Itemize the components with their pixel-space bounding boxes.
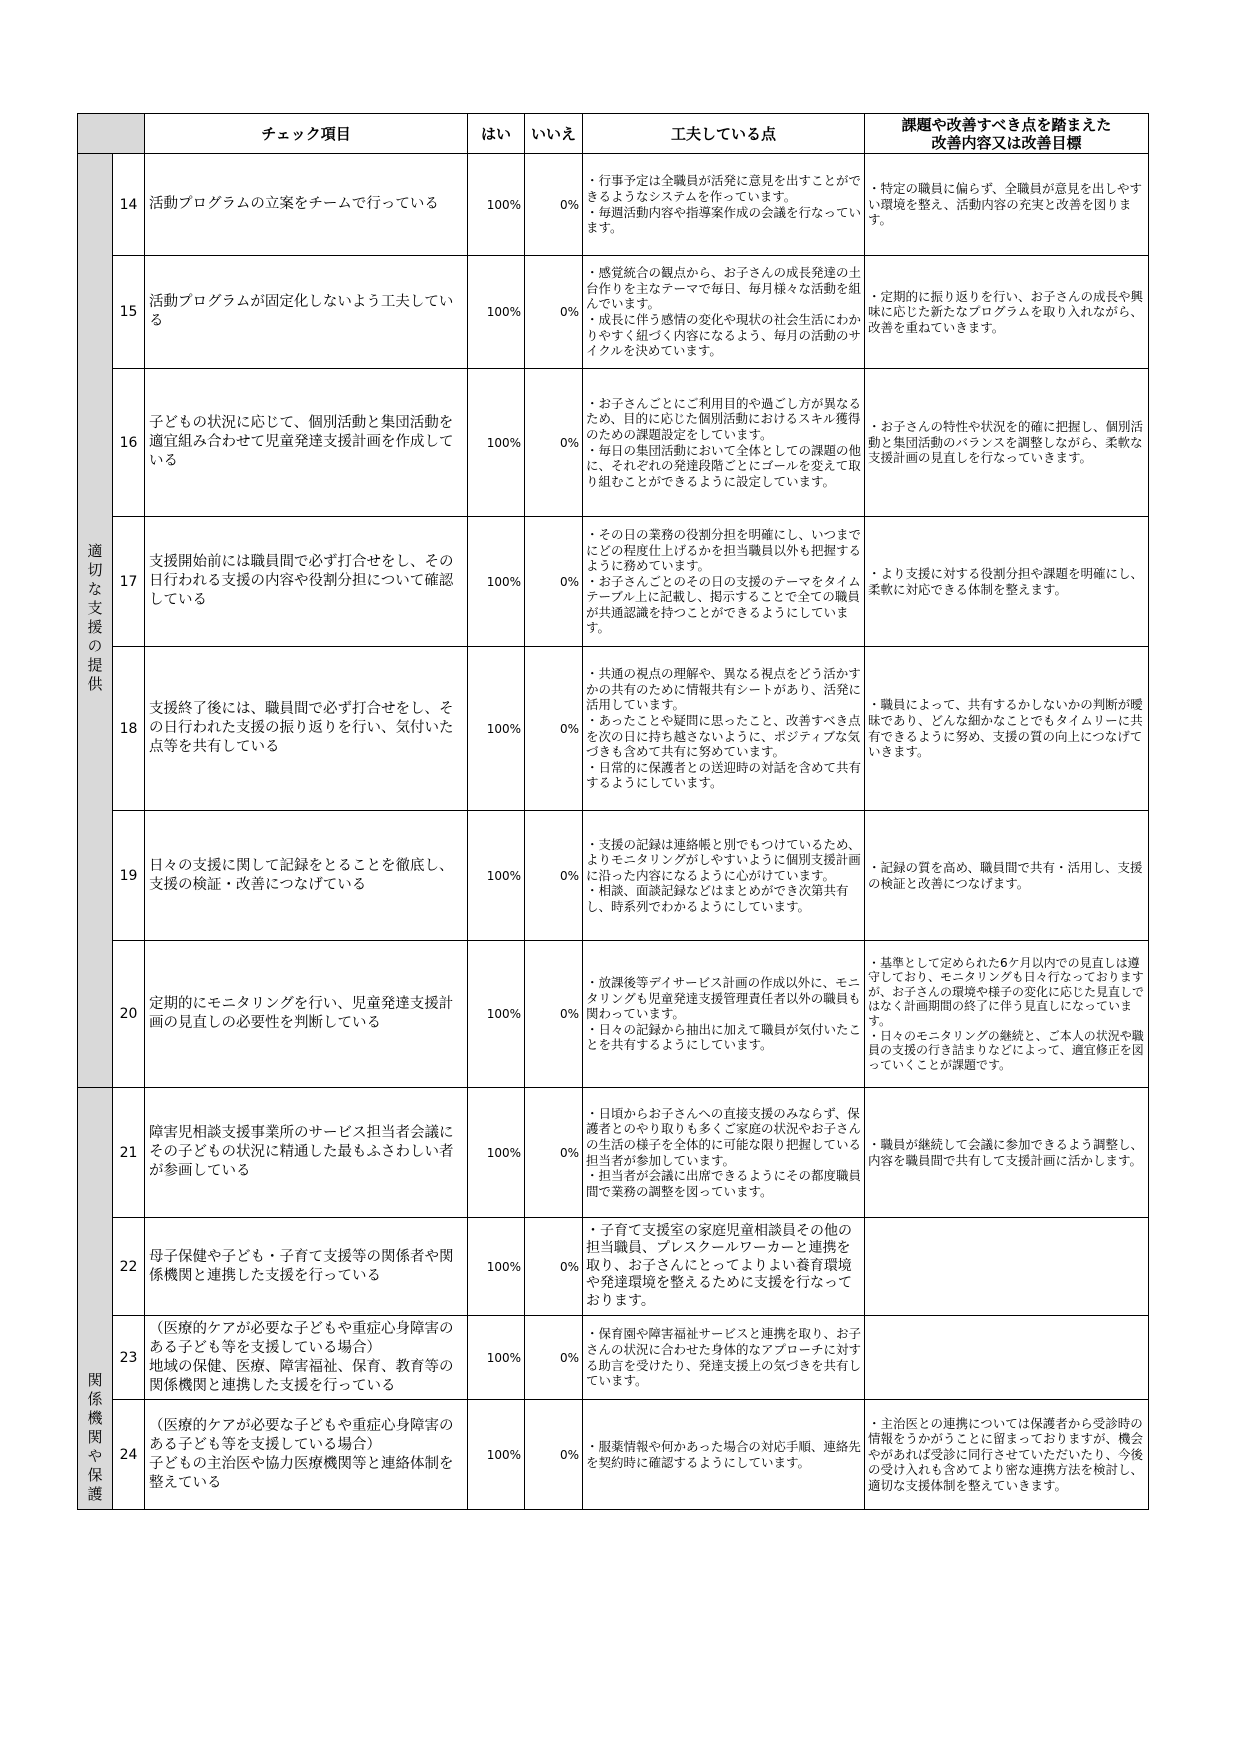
row-number: 20: [113, 941, 145, 1088]
no-percent: 0%: [525, 369, 583, 517]
table-row: [78, 256, 1149, 369]
yes-percent: 100%: [468, 369, 525, 517]
improvements-text: ・職員によって、共有するかしないかの判断が曖昧であり、どんな細かなことでもタイムリーに共有できるように努め、支援の質の向上につなげていきます。: [865, 647, 1149, 811]
table-row: [78, 369, 1149, 517]
table-row: [78, 1400, 1149, 1510]
table-row: [78, 517, 1149, 647]
improvements-text: ・主治医との連携については保護者から受診時の情報をうかがうことに留まっておりますが、機会やがあれば受診に同行させていただいたり、今後の受け入れも含めてより密な連携方法を検討し、適切な支援体制を整えていきます。: [865, 1400, 1149, 1510]
no-percent: 0%: [525, 941, 583, 1088]
no-percent: 0%: [525, 811, 583, 941]
row-number: 18: [113, 647, 145, 811]
category-label: 適切な支援の提供: [85, 542, 104, 695]
yes-percent: 100%: [468, 154, 525, 256]
improvements-text: ・特定の職員に偏らず、全職員が意見を出しやすい環境を整え、活動内容の充実と改善を図ります。: [865, 154, 1149, 256]
table-row: [78, 154, 1149, 256]
check-item: 活動プログラムの立案をチームで行っている: [145, 154, 468, 256]
improvements-text: ・職員が継続して会議に参加できるよう調整し、内容を職員間で共有して支援計画に活かします。: [865, 1088, 1149, 1218]
check-item: 支援開始前には職員間で必ず打合せをし、その日行われる支援の内容や役割分担について確認している: [145, 517, 468, 647]
header-yes: はい: [468, 114, 525, 154]
check-item: 定期的にモニタリングを行い、児童発達支援計画の見直しの必要性を判断している: [145, 941, 468, 1088]
no-percent: 0%: [525, 1088, 583, 1218]
row-number: 24: [113, 1400, 145, 1510]
yes-percent: 100%: [468, 1400, 525, 1510]
row-number: 21: [113, 1088, 145, 1218]
efforts-text: ・日頃からお子さんへの直接支援のみならず、保護者とのやり取りも多くご家庭の状況やお子さんの生活の様子を全体的に可能な限り把握している担当者が参加しています。 ・担当者が会議に出席できるようにその都度職員間で業務の調整を図っています。: [583, 1088, 865, 1218]
yes-percent: 100%: [468, 517, 525, 647]
check-item: 日々の支援に関して記録をとることを徹底し、支援の検証・改善につなげている: [145, 811, 468, 941]
improvements-text: [865, 1316, 1149, 1400]
improvements-text: ・定期的に振り返りを行い、お子さんの成長や興味に応じた新たなプログラムを取り入れながら、改善を重ねていきます。: [865, 256, 1149, 369]
header-row: [78, 114, 1149, 154]
yes-percent: 100%: [468, 941, 525, 1088]
efforts-text: ・行事予定は全職員が活発に意見を出すことができるようなシステムを作っています。 ・毎週活動内容や指導案作成の会議を行なっています。: [583, 154, 865, 256]
yes-percent: 100%: [468, 256, 525, 369]
header-corner: [78, 114, 145, 154]
yes-percent: 100%: [468, 1088, 525, 1218]
yes-percent: 100%: [468, 647, 525, 811]
no-percent: 0%: [525, 1400, 583, 1510]
row-number: 14: [113, 154, 145, 256]
efforts-text: ・保育園や障害福祉サービスと連携を取り、お子さんの状況に合わせた身体的なアプローチに対する助言を受けたり、発達支援上の気づきを共有しています。: [583, 1316, 865, 1400]
efforts-text: ・子育て支援室の家庭児童相談員その他の担当職員、プレスクールワーカーと連携を取り、お子さんにとってよりよい養育環境や発達環境を整えるために支援を行なっております。: [583, 1218, 865, 1316]
category-appropriate-support: [78, 154, 113, 1088]
category-related-orgs: [78, 1088, 113, 1510]
no-percent: 0%: [525, 256, 583, 369]
row-number: 17: [113, 517, 145, 647]
check-item: 子どもの状況に応じて、個別活動と集団活動を適宜組み合わせて児童発達支援計画を作成している: [145, 369, 468, 517]
table-row: [78, 1316, 1149, 1400]
table-row: [78, 1088, 1149, 1218]
check-item: 活動プログラムが固定化しないよう工夫している: [145, 256, 468, 369]
row-number: 15: [113, 256, 145, 369]
check-item: （医療的ケアが必要な子どもや重症心身障害のある子ども等を支援している場合） 地域の保健、医療、障害福祉、保育、教育等の関係機関と連携した支援を行っている: [145, 1316, 468, 1400]
no-percent: 0%: [525, 1316, 583, 1400]
category-label: 関係機関や保護: [85, 1372, 104, 1505]
row-number: 22: [113, 1218, 145, 1316]
yes-percent: 100%: [468, 811, 525, 941]
evaluation-sheet: [77, 113, 1149, 1510]
efforts-text: ・感覚統合の観点から、お子さんの成長発達の土台作りを主なテーマで毎日、毎月様々な活動を組んでいます。 ・成長に伴う感情の変化や現状の社会生活にわかりやすく紐づく内容になるよう、毎月の活動のサイクルを決めています。: [583, 256, 865, 369]
no-percent: 0%: [525, 154, 583, 256]
checklist-table: [77, 113, 1149, 1510]
check-item: 母子保健や子ども・子育て支援等の関係者や関係機関と連携した支援を行っている: [145, 1218, 468, 1316]
yes-percent: 100%: [468, 1316, 525, 1400]
efforts-text: ・その日の業務の役割分担を明確にし、いつまでにどの程度仕上げるかを担当職員以外も把握するように務めています。 ・お子さんごとのその日の支援のテーマをタイムテーブル上に記載し、掲示することで全ての職員が共通認識を持つことができるようにしています。: [583, 517, 865, 647]
row-number: 16: [113, 369, 145, 517]
check-item: 支援終了後には、職員間で必ず打合せをし、その日行われた支援の振り返りを行い、気付いた点等を共有している: [145, 647, 468, 811]
row-number: 19: [113, 811, 145, 941]
efforts-text: ・お子さんごとにご利用目的や過ごし方が異なるため、目的に応じた個別活動におけるスキル獲得のための課題設定をしています。 ・毎日の集団活動において全体としての課題の他に、それぞれの発達段階ごとにゴールを変えて取り組むことができるように設定しています。: [583, 369, 865, 517]
header-efforts: 工夫している点: [583, 114, 865, 154]
check-item: 障害児相談支援事業所のサービス担当者会議にその子どもの状況に精通した最もふさわしい者が参画している: [145, 1088, 468, 1218]
efforts-text: ・共通の視点の理解や、異なる視点をどう活かすかの共有のために情報共有シートがあり、活発に活用しています。 ・あったことや疑問に思ったこと、改善すべき点を次の日に持ち越さないように、ポジティブな気づきも含めて共有に努めています。 ・日常的に保護者との送迎時の対話を含めて共有するようにしています。: [583, 647, 865, 811]
table-row: [78, 1218, 1149, 1316]
efforts-text: ・支援の記録は連絡帳と別でもつけているため、よりモニタリングがしやすいように個別支援計画に沿った内容になるように心がけています。 ・相談、面談記録などはまとめができ次第共有し、時系列でわかるようにしています。: [583, 811, 865, 941]
header-no: いいえ: [525, 114, 583, 154]
row-number: 23: [113, 1316, 145, 1400]
table-row: [78, 647, 1149, 811]
no-percent: 0%: [525, 517, 583, 647]
improvements-text: ・より支援に対する役割分担や課題を明確にし、柔軟に対応できる体制を整えます。: [865, 517, 1149, 647]
table-row: [78, 811, 1149, 941]
header-check-item: チェック項目: [145, 114, 468, 154]
no-percent: 0%: [525, 1218, 583, 1316]
header-improvements: 課題や改善すべき点を踏まえた 改善内容又は改善目標: [865, 114, 1149, 154]
table-row: [78, 941, 1149, 1088]
improvements-text: ・お子さんの特性や状況を的確に把握し、個別活動と集団活動のバランスを調整しながら、柔軟な支援計画の見直しを行なっていきます。: [865, 369, 1149, 517]
improvements-text: [865, 1218, 1149, 1316]
improvements-text: ・基準として定められた6ケ月以内での見直しは遵守しており、モニタリングも日々行なっておりますが、お子さんの環境や様子の変化に応じた見直しではなく計画期間の終了に伴う見直しになっています。 ・日々のモニタリングの継続と、ご本人の状況や職員の支援の行き詰まりなどによって、適宜修正を図っていくことが課題です。: [865, 941, 1149, 1088]
yes-percent: 100%: [468, 1218, 525, 1316]
check-item: （医療的ケアが必要な子どもや重症心身障害のある子ども等を支援している場合） 子どもの主治医や協力医療機関等と連絡体制を整えている: [145, 1400, 468, 1510]
improvements-text: ・記録の質を高め、職員間で共有・活用し、支援の検証と改善につなげます。: [865, 811, 1149, 941]
no-percent: 0%: [525, 647, 583, 811]
efforts-text: ・服薬情報や何かあった場合の対応手順、連絡先を契約時に確認するようにしています。: [583, 1400, 865, 1510]
efforts-text: ・放課後等デイサービス計画の作成以外に、モニタリングも児童発達支援管理責任者以外の職員も関わっています。 ・日々の記録から抽出に加えて職員が気付いたことを共有するようにしています。: [583, 941, 865, 1088]
